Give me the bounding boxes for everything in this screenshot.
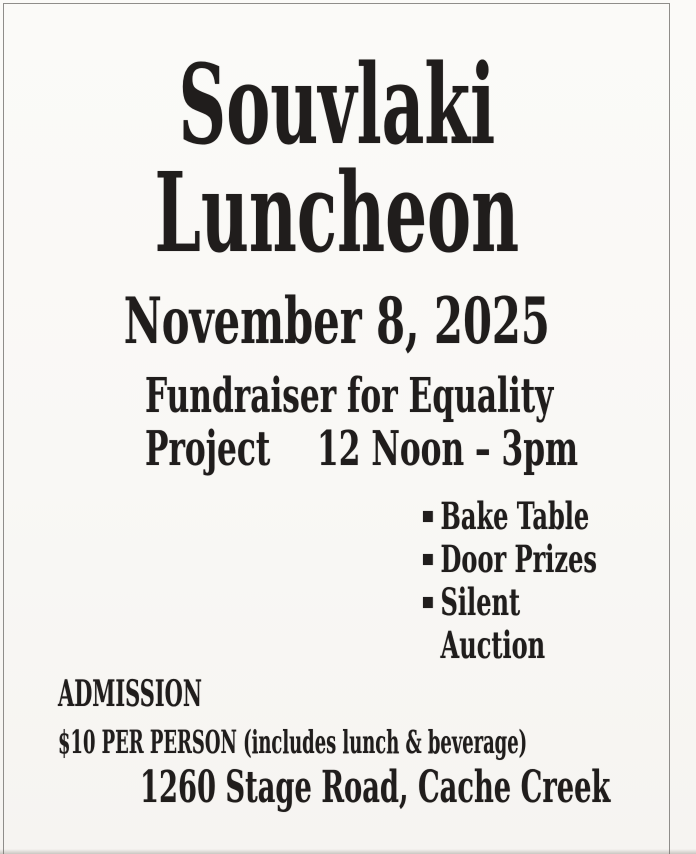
square-bullet-icon bbox=[423, 511, 433, 522]
subtitle-project: Project bbox=[145, 421, 271, 477]
square-bullet-icon bbox=[423, 554, 433, 565]
page-title-line-1: Souvlaki bbox=[178, 40, 496, 169]
feature-label: Silent Auction bbox=[440, 580, 546, 667]
price-row bbox=[58, 723, 696, 761]
list-item bbox=[423, 495, 602, 538]
admission-heading-row bbox=[58, 673, 306, 715]
event-date: November 8, 2025 bbox=[123, 284, 551, 359]
feature-list bbox=[423, 495, 696, 667]
event-date-row bbox=[0, 284, 674, 359]
address-row bbox=[140, 762, 696, 813]
event-time: 12 Noon – 3pm bbox=[317, 421, 579, 477]
price-line: $10 PER PERSON (includes lunch & beverage) bbox=[58, 723, 528, 761]
scan-edge-shadow bbox=[0, 849, 696, 854]
admission-heading: ADMISSION bbox=[58, 673, 202, 715]
subtitle-row-1 bbox=[145, 368, 696, 424]
subtitle-row-2 bbox=[145, 421, 696, 477]
subtitle-fundraiser: Fundraiser for Equality bbox=[145, 368, 554, 424]
page-title-line-2: Luncheon bbox=[154, 148, 520, 277]
feature-label: Door Prizes bbox=[440, 537, 597, 581]
title-line-1-row bbox=[0, 40, 674, 169]
square-bullet-icon bbox=[423, 597, 433, 608]
address-line: 1260 Stage Road, Cache Creek bbox=[140, 762, 611, 813]
title-line-2-row bbox=[0, 148, 674, 277]
feature-label: Bake Table bbox=[440, 494, 590, 538]
list-item bbox=[423, 538, 602, 581]
list-item bbox=[423, 581, 602, 667]
